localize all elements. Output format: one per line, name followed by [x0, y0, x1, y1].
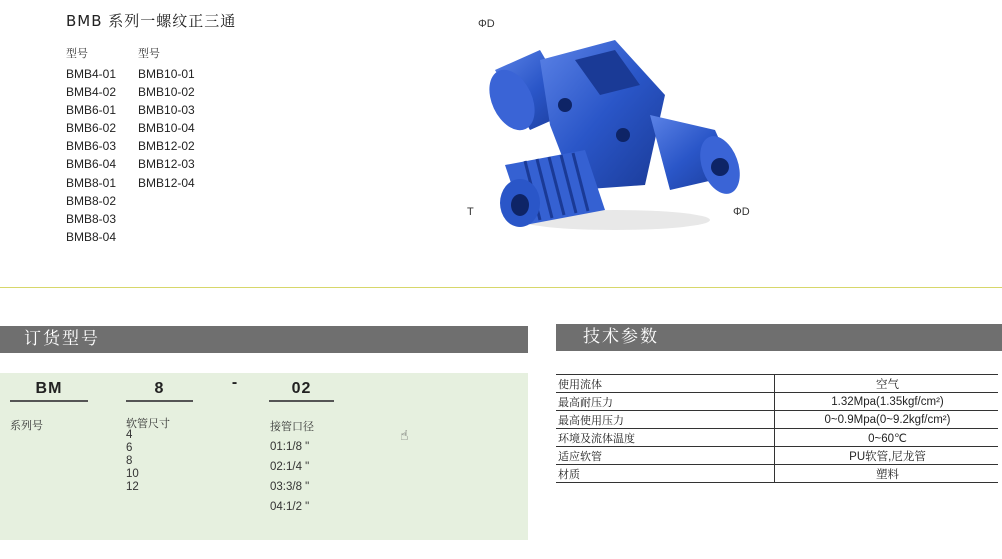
model-item: BMB8-01: [66, 175, 117, 190]
section-divider: [0, 287, 1002, 288]
code-underline: [269, 400, 334, 402]
spec-key: 环境及流体温度: [556, 429, 775, 447]
spec-value: 0~0.9Mpa(0~9.2kgf/cm²): [775, 411, 999, 429]
thread-item: 03:3/8 ": [270, 481, 310, 493]
size-list: [126, 429, 139, 494]
model-header: 型号: [138, 47, 161, 60]
spec-row: [556, 429, 998, 447]
model-list: [66, 45, 195, 246]
spec-key: 适应软管: [556, 447, 775, 465]
order-code-dash: -: [231, 374, 239, 391]
code-underline: [10, 400, 88, 402]
size-item: 6: [126, 442, 133, 454]
model-column-1: [66, 45, 116, 246]
spec-key: 材质: [556, 465, 775, 483]
thread-label: 接管口径: [270, 420, 314, 433]
diagram-label-right: ΦD: [733, 206, 750, 218]
diagram-label-top: ΦD: [478, 18, 495, 30]
order-code-size: 8: [154, 380, 165, 397]
model-item: BMB12-02: [138, 139, 195, 154]
model-item: BMB8-04: [66, 229, 117, 244]
model-item: BMB6-04: [66, 157, 117, 172]
model-item: BMB6-03: [66, 139, 117, 154]
product-title: BMB 系列一螺纹正三通: [66, 12, 237, 30]
order-code-thread: 02: [291, 380, 312, 397]
spec-row: [556, 393, 998, 411]
spec-row: [556, 447, 998, 465]
order-panel: [0, 373, 528, 540]
order-code-series: BM: [35, 380, 63, 397]
model-item: BMB4-02: [66, 85, 117, 100]
product-diagram: [465, 15, 765, 245]
model-item: BMB12-03: [138, 157, 195, 172]
tee-fitting-image: [465, 15, 765, 245]
thread-item: 04:1/2 ": [270, 501, 310, 513]
order-title-bar: 订货型号: [0, 326, 528, 353]
spec-row: [556, 465, 998, 483]
model-item: BMB4-01: [66, 67, 117, 81]
size-item: 12: [126, 481, 139, 493]
model-item: BMB10-02: [138, 85, 195, 100]
spec-value: 空气: [775, 375, 999, 393]
spec-value: 1.32Mpa(1.35kgf/cm²): [775, 393, 999, 411]
model-column-2: [138, 45, 195, 246]
thread-list: [270, 437, 309, 517]
series-label: 系列号: [10, 419, 43, 432]
spec-row: [556, 375, 998, 393]
size-label: 软管尺寸: [126, 417, 170, 430]
spec-key: 使用流体: [556, 375, 775, 393]
model-item: BMB12-04: [138, 175, 195, 190]
model-item: BMB6-02: [66, 121, 117, 136]
spec-key: 最高使用压力: [556, 411, 775, 429]
spec-value: 0~60℃: [775, 429, 999, 447]
spec-key: 最高耐压力: [556, 393, 775, 411]
thread-item: 01:1/8 ": [270, 441, 310, 453]
tech-title-bar: 技术参数: [556, 324, 1002, 351]
model-item: BMB10-03: [138, 103, 195, 118]
hand-cursor-icon: ☝: [400, 428, 409, 444]
diagram-label-left: T: [467, 206, 474, 218]
code-underline: [126, 400, 193, 402]
model-item: BMB8-02: [66, 193, 117, 208]
tech-spec-table: [556, 374, 998, 483]
size-item: 10: [126, 468, 139, 480]
model-item: BMB6-01: [66, 103, 117, 118]
spec-value: PU软管,尼龙管: [775, 447, 999, 465]
model-header: 型号: [66, 47, 88, 60]
spec-value: 塑料: [775, 465, 999, 483]
size-item: 8: [126, 455, 133, 467]
thread-item: 02:1/4 ": [270, 461, 310, 473]
model-item: BMB8-03: [66, 211, 117, 226]
size-item: 4: [126, 429, 133, 441]
model-item: BMB10-01: [138, 67, 195, 81]
model-item: BMB10-04: [138, 121, 195, 136]
spec-row: [556, 411, 998, 429]
